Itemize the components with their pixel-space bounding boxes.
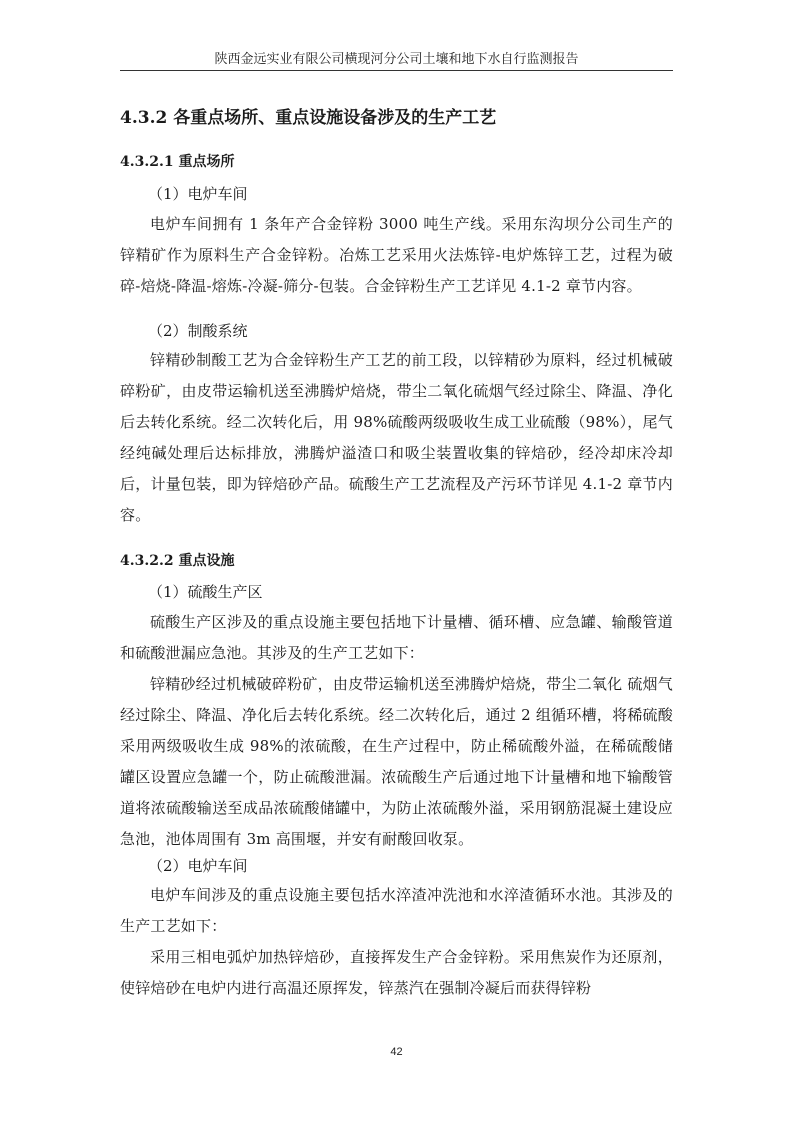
paragraph-furnace-facilities: 电炉车间涉及的重点设施主要包括水淬渣冲洗池和水淬渣循环水池。其涉及的生产工艺如下：	[120, 886, 673, 935]
item-label-acid-system: （2）制酸系统	[148, 322, 248, 340]
running-header: 陕西金远实业有限公司横现河分公司土壤和地下水自行监测报告	[120, 50, 673, 71]
item-label-electric-furnace: （1）电炉车间	[148, 185, 248, 203]
subsection-title-key-sites: 4.3.2.1 重点场所	[120, 154, 235, 170]
page-number: 42	[390, 1046, 403, 1058]
paragraph-electric-furnace: 电炉车间拥有 1 条年产合金锌粉 3000 吨生产线。采用东沟坝分公司生产的锌精矿作为原料生产合金锌粉。冶炼工艺采用火法炼锌-电炉炼锌工艺，过程为破碎-焙烧-降温-熔炼-冷凝-筛分-包装。合金锌粉生产工艺详见 4.1-2 章节内容。	[120, 215, 673, 295]
subsection-title-key-facilities: 4.3.2.2 重点设施	[120, 553, 235, 569]
paragraph-sulfuric-acid-facilities: 硫酸生产区涉及的重点设施主要包括地下计量槽、循环槽、应急罐、输酸管道和硫酸泄漏应急池。其涉及的生产工艺如下：	[120, 613, 673, 662]
paragraph-furnace-process: 采用三相电弧炉加热锌焙砂，直接挥发生产合金锌粉。采用焦炭作为还原剂，使锌焙砂在电炉内进行高温还原挥发，锌蒸汽在强制冷凝后而获得锌粉	[120, 948, 673, 997]
item-label-furnace-workshop: （2）电炉车间	[148, 857, 248, 875]
paragraph-acid-system: 锌精砂制酸工艺为合金锌粉生产工艺的前工段，以锌精砂为原料，经过机械破碎粉矿，由皮带运输机送至沸腾炉焙烧，带尘二氧化硫烟气经过除尘、降温、净化后去转化系统。经二次转化后，用 98%硫酸两级吸收生成工业硫酸（98%），尾气经纯碱处理后达标排放，沸腾炉溢渣口和吸尘装置收集的锌焙砂，经冷却床冷却后，计量包装，即为锌焙砂产品。硫酸生产工艺流程及产污环节详见 4.1-2 章节内容。	[120, 351, 673, 524]
item-label-sulfuric-acid-area: （1）硫酸生产区	[148, 583, 263, 601]
paragraph-sulfuric-acid-process: 锌精砂经过机械破碎粉矿，由皮带运输机送至沸腾炉焙烧，带尘二氧化 硫烟气经过除尘、降温、净化后去转化系统。经二次转化后，通过 2 组循环槽，将稀硫酸采用两级吸收生成 98%的浓硫酸，在生产过程中，防止稀硫酸外溢，在稀硫酸储罐区设置应急罐一个，防止硫酸泄漏。浓硫酸生产后通过地下计量槽和地下输酸管道将浓硫酸输送至成品浓硫酸储罐中，为防止浓硫酸外溢，采用钢筋混凝土建设应急池，池体周围有 3m 高围堰，并安有耐酸回收泵。	[120, 675, 673, 848]
section-title: 4.3.2 各重点场所、重点设施设备涉及的生产工艺	[120, 108, 497, 128]
